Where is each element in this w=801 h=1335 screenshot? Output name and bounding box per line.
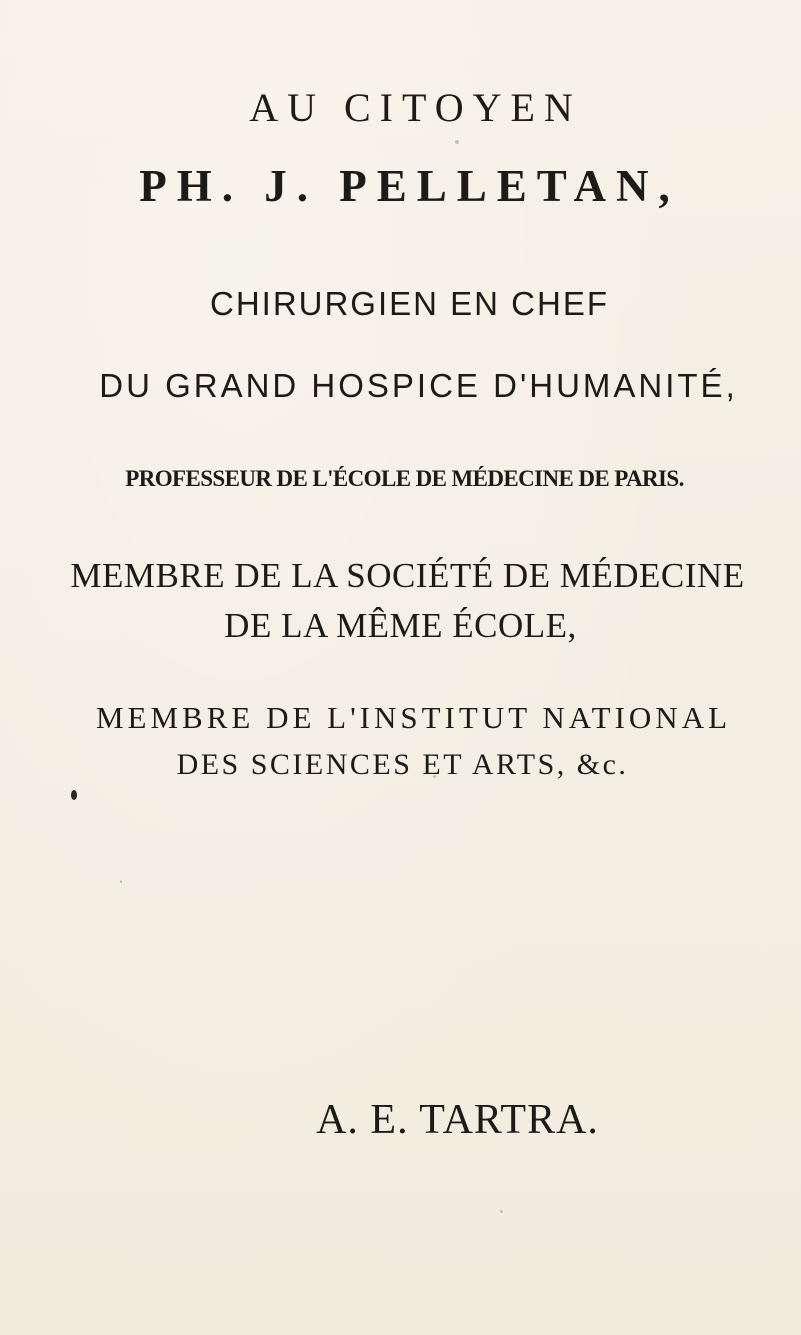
- title-line-sciences: DES SCIENCES ET ARTS, &c.: [176, 748, 629, 781]
- ink-speck: [433, 775, 436, 778]
- title-line-institut: MEMBRE DE L'INSTITUT NATIONAL: [95, 700, 732, 735]
- title-line-chirurgien: CHIRURGIEN EN CHEF: [209, 285, 610, 322]
- title-line-hospice: DU GRAND HOSPICE D'HUMANITÉ,: [99, 367, 738, 404]
- ink-speck: [455, 140, 459, 144]
- title-line-ecole: DE LA MÊME ÉCOLE,: [224, 606, 577, 645]
- title-line-professeur: PROFESSEUR DE L'ÉCOLE DE MÉDECINE DE PARIS.: [125, 466, 684, 491]
- ink-speck: [500, 1210, 503, 1213]
- dedicatee-name: PH. J. PELLETAN,: [139, 161, 680, 211]
- dedication-heading: AU CITOYEN: [249, 85, 582, 130]
- ink-speck: [71, 790, 77, 800]
- ink-speck: [120, 880, 122, 883]
- author-signature: A. E. TARTRA.: [316, 1097, 599, 1143]
- title-line-societe: MEMBRE DE LA SOCIÉTÉ DE MÉDECINE: [70, 556, 745, 595]
